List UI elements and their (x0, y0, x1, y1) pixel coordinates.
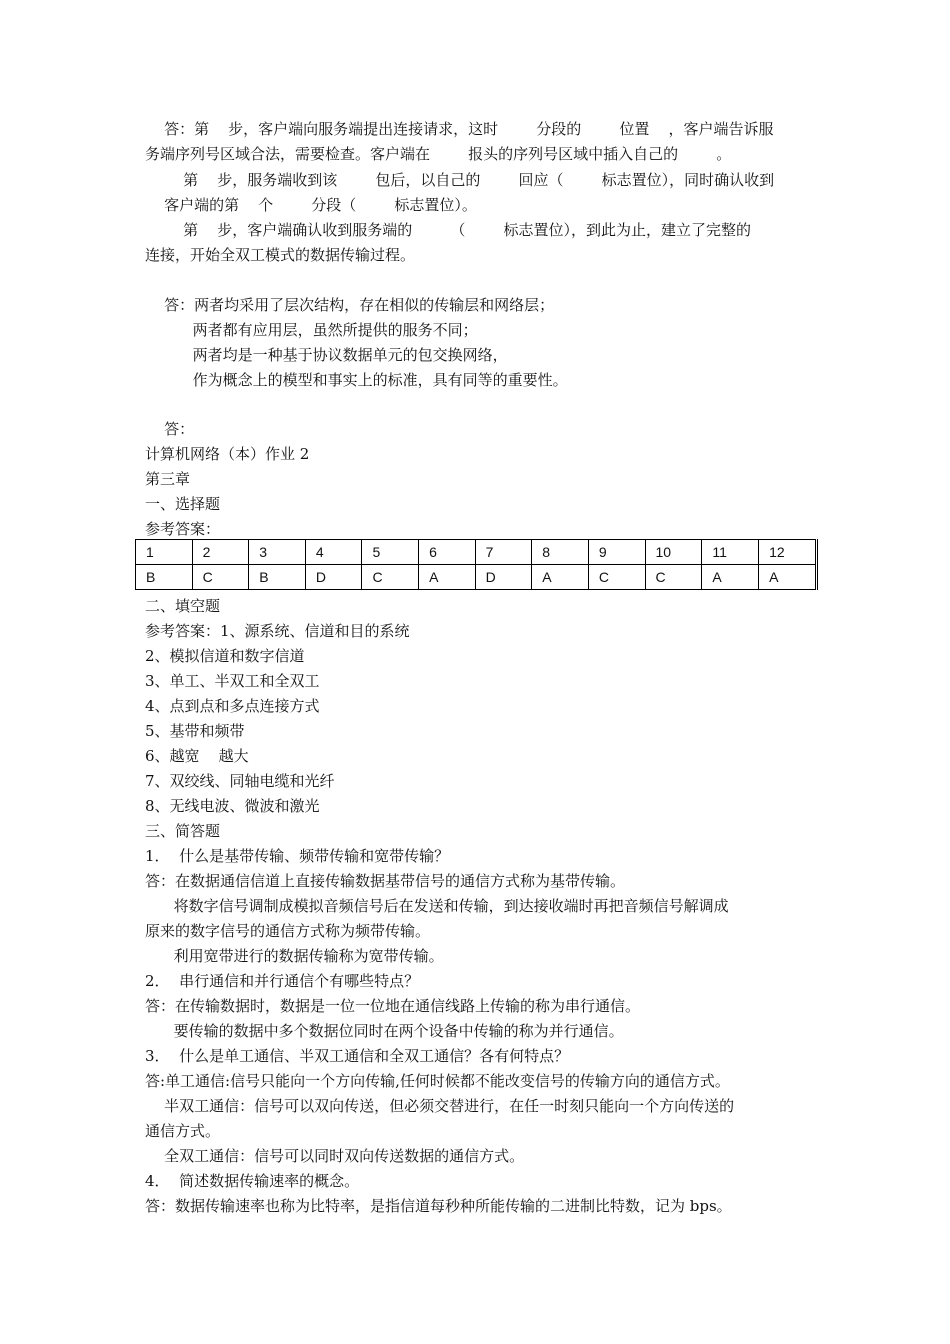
text-line: 参考答案： (145, 520, 221, 538)
table-cell: A (702, 565, 759, 590)
text-line: 参考答案：1、源系统、信道和目的系统 (145, 622, 410, 640)
text-line: 8、无线电波、微波和激光 (145, 797, 320, 815)
table-cell: 7 (475, 540, 532, 565)
text-line: 将数字信号调制成模拟音频信号后在发送和传输，到达接收端时再把音频信号解调成 (145, 897, 729, 915)
text-line: 两者都有应用层，虽然所提供的服务不同； (145, 321, 478, 339)
text-line: 半双工通信：信号可以双向传送，但必须交替进行，在任一时刻只能向一个方向传送的 (145, 1097, 735, 1115)
text-line: 通信方式。 (145, 1122, 221, 1140)
text-line: 4、点到点和多点连接方式 (145, 697, 320, 715)
table-cell: C (362, 565, 419, 590)
text-line: 全双工通信：信号可以同时双向传送数据的通信方式。 (145, 1147, 525, 1165)
table-cell: B (136, 565, 193, 590)
text-line: 3． 什么是单工通信、半双工通信和全双工通信？各有何特点？ (145, 1047, 570, 1065)
text-line: 答：在传输数据时，数据是一位一位地在通信线路上传输的称为串行通信。 (145, 997, 641, 1015)
text-line: 6、越宽 越大 (145, 747, 249, 765)
text-line: 7、双绞线、同轴电缆和光纤 (145, 772, 335, 790)
table-cell: C (588, 565, 645, 590)
text-line: 一、选择题 (145, 495, 221, 513)
choice-answer-table (135, 539, 818, 590)
text-line: 5、基带和频带 (145, 722, 245, 740)
text-line: 4． 简述数据传输速率的概念。 (145, 1172, 360, 1190)
text-line: 二、填空题 (145, 597, 221, 615)
text-line: 计算机网络（本）作业 2 (145, 445, 310, 463)
table-cell: 3 (249, 540, 306, 565)
text-line: 作为概念上的模型和事实上的标准，具有同等的重要性。 (145, 371, 568, 389)
text-line: 答:单工通信:信号只能向一个方向传输,任何时候都不能改变信号的传输方向的通信方式。 (145, 1072, 730, 1090)
table-cell: B (249, 565, 306, 590)
text-line: 答： (145, 420, 195, 438)
text-line: 三、简答题 (145, 822, 221, 840)
table-cell: 11 (702, 540, 759, 565)
table-cell: 6 (419, 540, 476, 565)
text-line: 第 步，服务端收到该 包后，以自己的 回应（ 标志置位），同时确认收到 (145, 171, 775, 189)
table-cell: 10 (645, 540, 702, 565)
table-cell: 1 (136, 540, 193, 565)
text-line: 要传输的数据中多个数据位同时在两个设备中传输的称为并行通信。 (145, 1022, 624, 1040)
text-line: 第三章 (145, 470, 191, 488)
table-cell: 8 (532, 540, 589, 565)
text-line: 连接，开始全双工模式的数据传输过程。 (145, 246, 416, 264)
table-cell: A (532, 565, 589, 590)
table-cell: 5 (362, 540, 419, 565)
text-line: 两者均是一种基于协议数据单元的包交换网络， (145, 346, 508, 364)
text-line: 1． 什么是基带传输、频带传输和宽带传输？ (145, 847, 450, 865)
text-line: 务端序列号区域合法，需要检查。客户端在 报头的序列号区域中插入自己的 。 (145, 145, 732, 163)
text-line: 客户端的第 个 分段（ 标志置位）。 (145, 196, 477, 214)
text-line: 原来的数字信号的通信方式称为频带传输。 (145, 922, 431, 940)
table-cell: C (645, 565, 702, 590)
table-cell: 9 (588, 540, 645, 565)
text-line: 2． 串行通信和并行通信个有哪些特点？ (145, 972, 420, 990)
text-line: 答：数据传输速率也称为比特率，是指信道每秒种所能传输的二进制比特数，记为 bps。 (145, 1197, 732, 1215)
table-cell: D (305, 565, 362, 590)
text-line: 3、单工、半双工和全双工 (145, 672, 320, 690)
table-cell: 2 (192, 540, 249, 565)
text-line: 利用宽带进行的数据传输称为宽带传输。 (145, 947, 444, 965)
table-cell: A (759, 565, 817, 590)
table-cell: D (475, 565, 532, 590)
table-cell: C (192, 565, 249, 590)
table-row-answers (136, 565, 817, 590)
text-line: 答：第 步，客户端向服务端提出连接请求，这时 分段的 位置 ，客户端告诉服 (145, 120, 774, 138)
table-cell: 12 (759, 540, 817, 565)
table-cell: A (419, 565, 476, 590)
table-cell: 4 (305, 540, 362, 565)
text-line: 2、模拟信道和数字信道 (145, 647, 305, 665)
table-row-numbers (136, 540, 817, 565)
text-line: 第 步，客户端确认收到服务端的 （ 标志置位），到此为止，建立了完整的 (145, 221, 752, 239)
text-line: 答：在数据通信信道上直接传输数据基带信号的通信方式称为基带传输。 (145, 872, 626, 890)
text-line: 答：两者均采用了层次结构，存在相似的传输层和网络层； (145, 296, 555, 314)
